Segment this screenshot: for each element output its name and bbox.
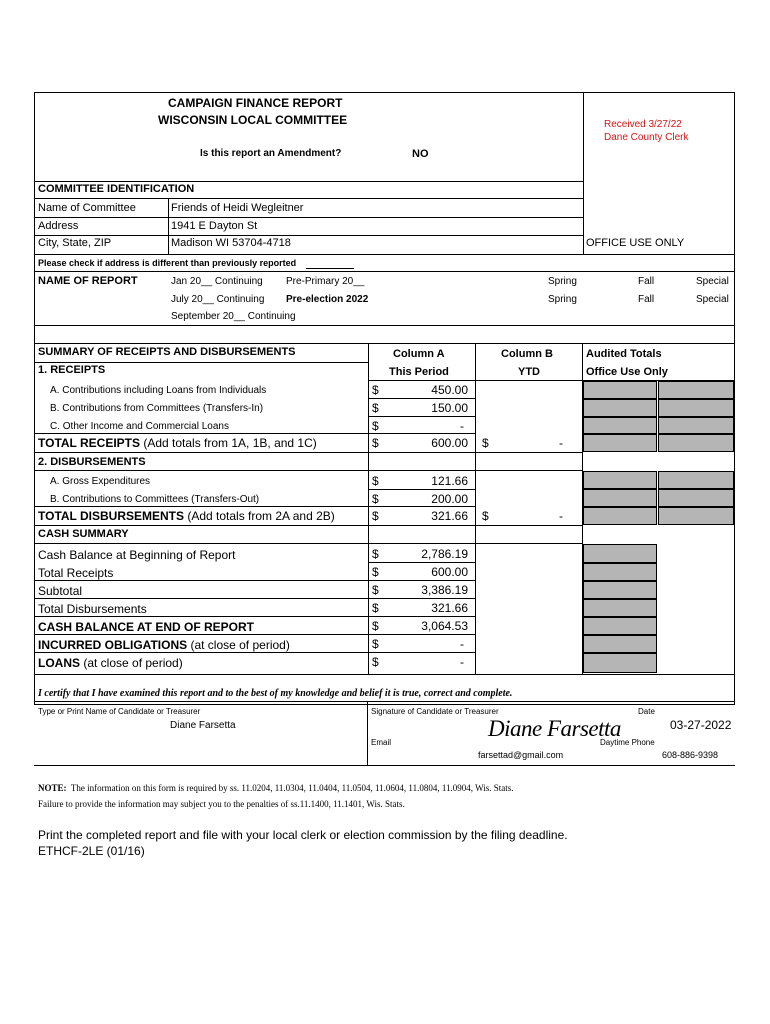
cash-disbursements-currency: $ (372, 601, 379, 615)
audited-cell[interactable] (658, 417, 734, 434)
audited-cell[interactable] (583, 581, 657, 599)
candidate-name-label: Type or Print Name of Candidate or Treasurer (38, 707, 201, 716)
committee-name-value: Friends of Heidi Wegleitner (171, 202, 304, 214)
total-disbursements-ytd-currency: $ (482, 509, 489, 523)
column-b-subheader: YTD (518, 366, 540, 378)
cash-end-currency: $ (372, 619, 379, 633)
audited-cell[interactable] (583, 563, 657, 581)
signature-label: Signature of Candidate or Treasurer (371, 707, 499, 716)
receipts-b-label: B. Contributions from Committees (Transfers-In) (50, 403, 264, 414)
audited-cell[interactable] (583, 471, 657, 489)
phone-value[interactable]: 608-886-9398 (662, 750, 719, 760)
audited-cell[interactable] (583, 489, 657, 507)
cash-receipts-label: Total Receipts (38, 566, 114, 580)
email-label: Email (371, 738, 392, 747)
column-a-header: Column A (393, 348, 445, 360)
office-use-divider (583, 92, 584, 255)
cash-receipts-currency: $ (372, 565, 379, 579)
incurred-obligations-value[interactable]: - (460, 637, 464, 651)
receipts-b-value[interactable]: 150.00 (431, 401, 468, 415)
cash-end-value[interactable]: 3,064.53 (421, 619, 468, 633)
audited-cell[interactable] (658, 489, 734, 507)
email-value[interactable]: farsettad@gmail.com (478, 750, 564, 760)
penalty-note: Failure to provide the information may subject you to the penalties of ss.11.1400, 11.1401, Wis. Stats. (38, 799, 405, 809)
cash-subtotal-currency: $ (372, 583, 379, 597)
certification-statement: I certify that I have examined this report and to the best of my knowledge and belief it is true, correct and complete. (38, 688, 513, 699)
incurred-obligations-label (38, 638, 290, 652)
report-option-july[interactable]: July 20__ Continuing (171, 294, 265, 305)
office-use-only-label: OFFICE USE ONLY (586, 237, 685, 249)
address-value: 1941 E Dayton St (171, 220, 258, 232)
report-option-pre-primary[interactable]: Pre-Primary 20__ (286, 276, 365, 287)
total-receipts-label-bold: TOTAL RECEIPTS (38, 436, 141, 450)
summary-title: SUMMARY OF RECEIPTS AND DISBURSEMENTS (38, 346, 296, 358)
disbursements-b-label: B. Contributions to Committees (Transfers-Out) (50, 494, 260, 505)
cash-end-label: CASH BALANCE AT END OF REPORT (38, 620, 254, 634)
incurred-obligations-bold: INCURRED OBLIGATIONS (38, 638, 188, 652)
loans-label-bold: LOANS (38, 656, 80, 670)
report-option-spring-2[interactable]: Spring (548, 294, 577, 305)
report-option-fall-2[interactable]: Fall (638, 294, 655, 305)
audited-cell[interactable] (658, 399, 734, 417)
date-value[interactable]: 03-27-2022 (670, 718, 732, 732)
form-title-line2: WISCONSIN LOCAL COMMITTEE (158, 113, 348, 127)
cash-receipts-value[interactable]: 600.00 (431, 565, 468, 579)
audited-cell[interactable] (583, 381, 657, 399)
incurred-obligations-rest: (at close of period) (187, 638, 290, 652)
note-label: NOTE: (38, 783, 67, 793)
cash-summary-heading: CASH SUMMARY (38, 528, 129, 540)
receipts-c-label: C. Other Income and Commercial Loans (50, 421, 229, 432)
audited-cell[interactable] (583, 617, 657, 635)
cash-subtotal-value[interactable]: 3,386.19 (421, 583, 468, 597)
receipts-a-label: A. Contributions including Loans from Individuals (50, 385, 267, 396)
loans-value[interactable]: - (460, 655, 464, 669)
receipts-c-value[interactable]: - (460, 419, 464, 433)
signature-image[interactable]: Diane Farsetta (488, 716, 621, 741)
disbursements-b-currency: $ (372, 492, 379, 506)
received-stamp-date: Received 3/27/22 (604, 119, 682, 130)
cash-disbursements-value[interactable]: 321.66 (431, 601, 468, 615)
report-option-jan[interactable]: Jan 20__ Continuing (171, 276, 263, 287)
total-disbursements-ytd-value[interactable]: - (559, 509, 563, 523)
audited-cell[interactable] (583, 599, 657, 617)
report-option-fall-1[interactable]: Fall (638, 276, 655, 287)
total-receipts-ytd-value[interactable]: - (559, 436, 563, 450)
receipts-b-currency: $ (372, 401, 379, 415)
audited-cell[interactable] (583, 399, 657, 417)
audited-cell[interactable] (583, 417, 657, 434)
audited-cell[interactable] (658, 471, 734, 489)
receipts-a-value[interactable]: 450.00 (431, 383, 468, 397)
note-text: The information on this form is required by ss. 11.0204, 11.0304, 11.0404, 11.0504, 11.0604, 11.0804, 11.0904, Wis. Stats. (66, 783, 514, 793)
date-label: Date (638, 707, 655, 716)
cash-beginning-value[interactable]: 2,786.19 (421, 547, 468, 561)
report-option-special-2[interactable]: Special (696, 294, 729, 305)
audited-cell[interactable] (583, 635, 657, 653)
total-receipts-label (38, 436, 317, 450)
audited-cell[interactable] (658, 507, 734, 525)
total-disbursements-label (38, 509, 335, 523)
committee-section-title: COMMITTEE IDENTIFICATION (38, 183, 195, 195)
report-option-september[interactable]: September 20__ Continuing (171, 311, 296, 322)
total-receipts-value[interactable]: 600.00 (431, 436, 468, 450)
report-option-pre-election[interactable]: Pre-election 2022 (286, 294, 369, 305)
total-disbursements-value[interactable]: 321.66 (431, 509, 468, 523)
loans-label (38, 656, 183, 670)
incurred-obligations-currency: $ (372, 637, 379, 651)
receipts-c-currency: $ (372, 419, 379, 433)
loans-label-rest: (at close of period) (80, 656, 183, 670)
total-disbursements-label-rest: (Add totals from 2A and 2B) (184, 509, 335, 523)
disbursements-a-label: A. Gross Expenditures (50, 476, 151, 487)
report-option-spring-1[interactable]: Spring (548, 276, 577, 287)
total-disbursements-currency: $ (372, 509, 379, 523)
audited-cell[interactable] (658, 434, 734, 452)
audited-cell[interactable] (583, 653, 657, 673)
audited-cell[interactable] (583, 544, 657, 563)
committee-name-label: Name of Committee (38, 202, 136, 214)
total-disbursements-label-bold: TOTAL DISBURSEMENTS (38, 509, 185, 523)
city-value: Madison WI 53704-4718 (171, 237, 291, 249)
form-id: ETHCF-2LE (01/16) (38, 844, 145, 858)
amendment-answer: NO (412, 148, 429, 160)
disbursements-a-currency: $ (372, 474, 379, 488)
total-receipts-currency: $ (372, 436, 379, 450)
amendment-question: Is this report an Amendment? (200, 148, 342, 159)
address-change-checkbox-line[interactable] (306, 268, 354, 269)
audited-cell[interactable] (658, 381, 734, 399)
cash-beginning-label: Cash Balance at Beginning of Report (38, 548, 236, 562)
audited-totals-header: Audited Totals (586, 348, 662, 360)
column-b-header: Column B (501, 348, 553, 360)
address-change-note[interactable]: Please check if address is different than previously reported (38, 258, 297, 268)
cash-beginning-currency: $ (372, 547, 379, 561)
city-label: City, State, ZIP (38, 237, 112, 249)
audited-totals-subheader: Office Use Only (586, 366, 668, 378)
receipts-a-currency: $ (372, 383, 379, 397)
statute-note (38, 783, 513, 793)
cash-disbursements-label: Total Disbursements (38, 602, 147, 616)
disbursements-heading: 2. DISBURSEMENTS (38, 456, 146, 468)
audited-cell[interactable] (583, 507, 657, 525)
address-label: Address (38, 220, 79, 232)
loans-currency: $ (372, 655, 379, 669)
receipts-heading: 1. RECEIPTS (38, 364, 106, 376)
cash-subtotal-label: Subtotal (38, 584, 83, 598)
candidate-name-value[interactable]: Diane Farsetta (170, 720, 236, 731)
form-title-line1: CAMPAIGN FINANCE REPORT (168, 96, 343, 110)
audited-cell[interactable] (583, 434, 657, 452)
received-stamp-clerk: Dane County Clerk (604, 132, 689, 143)
report-option-special-1[interactable]: Special (696, 276, 729, 287)
total-receipts-label-rest: (Add totals from 1A, 1B, and 1C) (140, 436, 317, 450)
filing-instruction: Print the completed report and file with your local clerk or election commission by the filing deadline. (38, 828, 568, 842)
total-receipts-ytd-currency: $ (482, 436, 489, 450)
column-a-subheader: This Period (389, 366, 449, 378)
daytime-phone-label: Daytime Phone (600, 738, 655, 747)
report-name-label: NAME OF REPORT (38, 275, 138, 287)
disbursements-a-value[interactable]: 121.66 (431, 474, 468, 488)
disbursements-b-value[interactable]: 200.00 (431, 492, 468, 506)
